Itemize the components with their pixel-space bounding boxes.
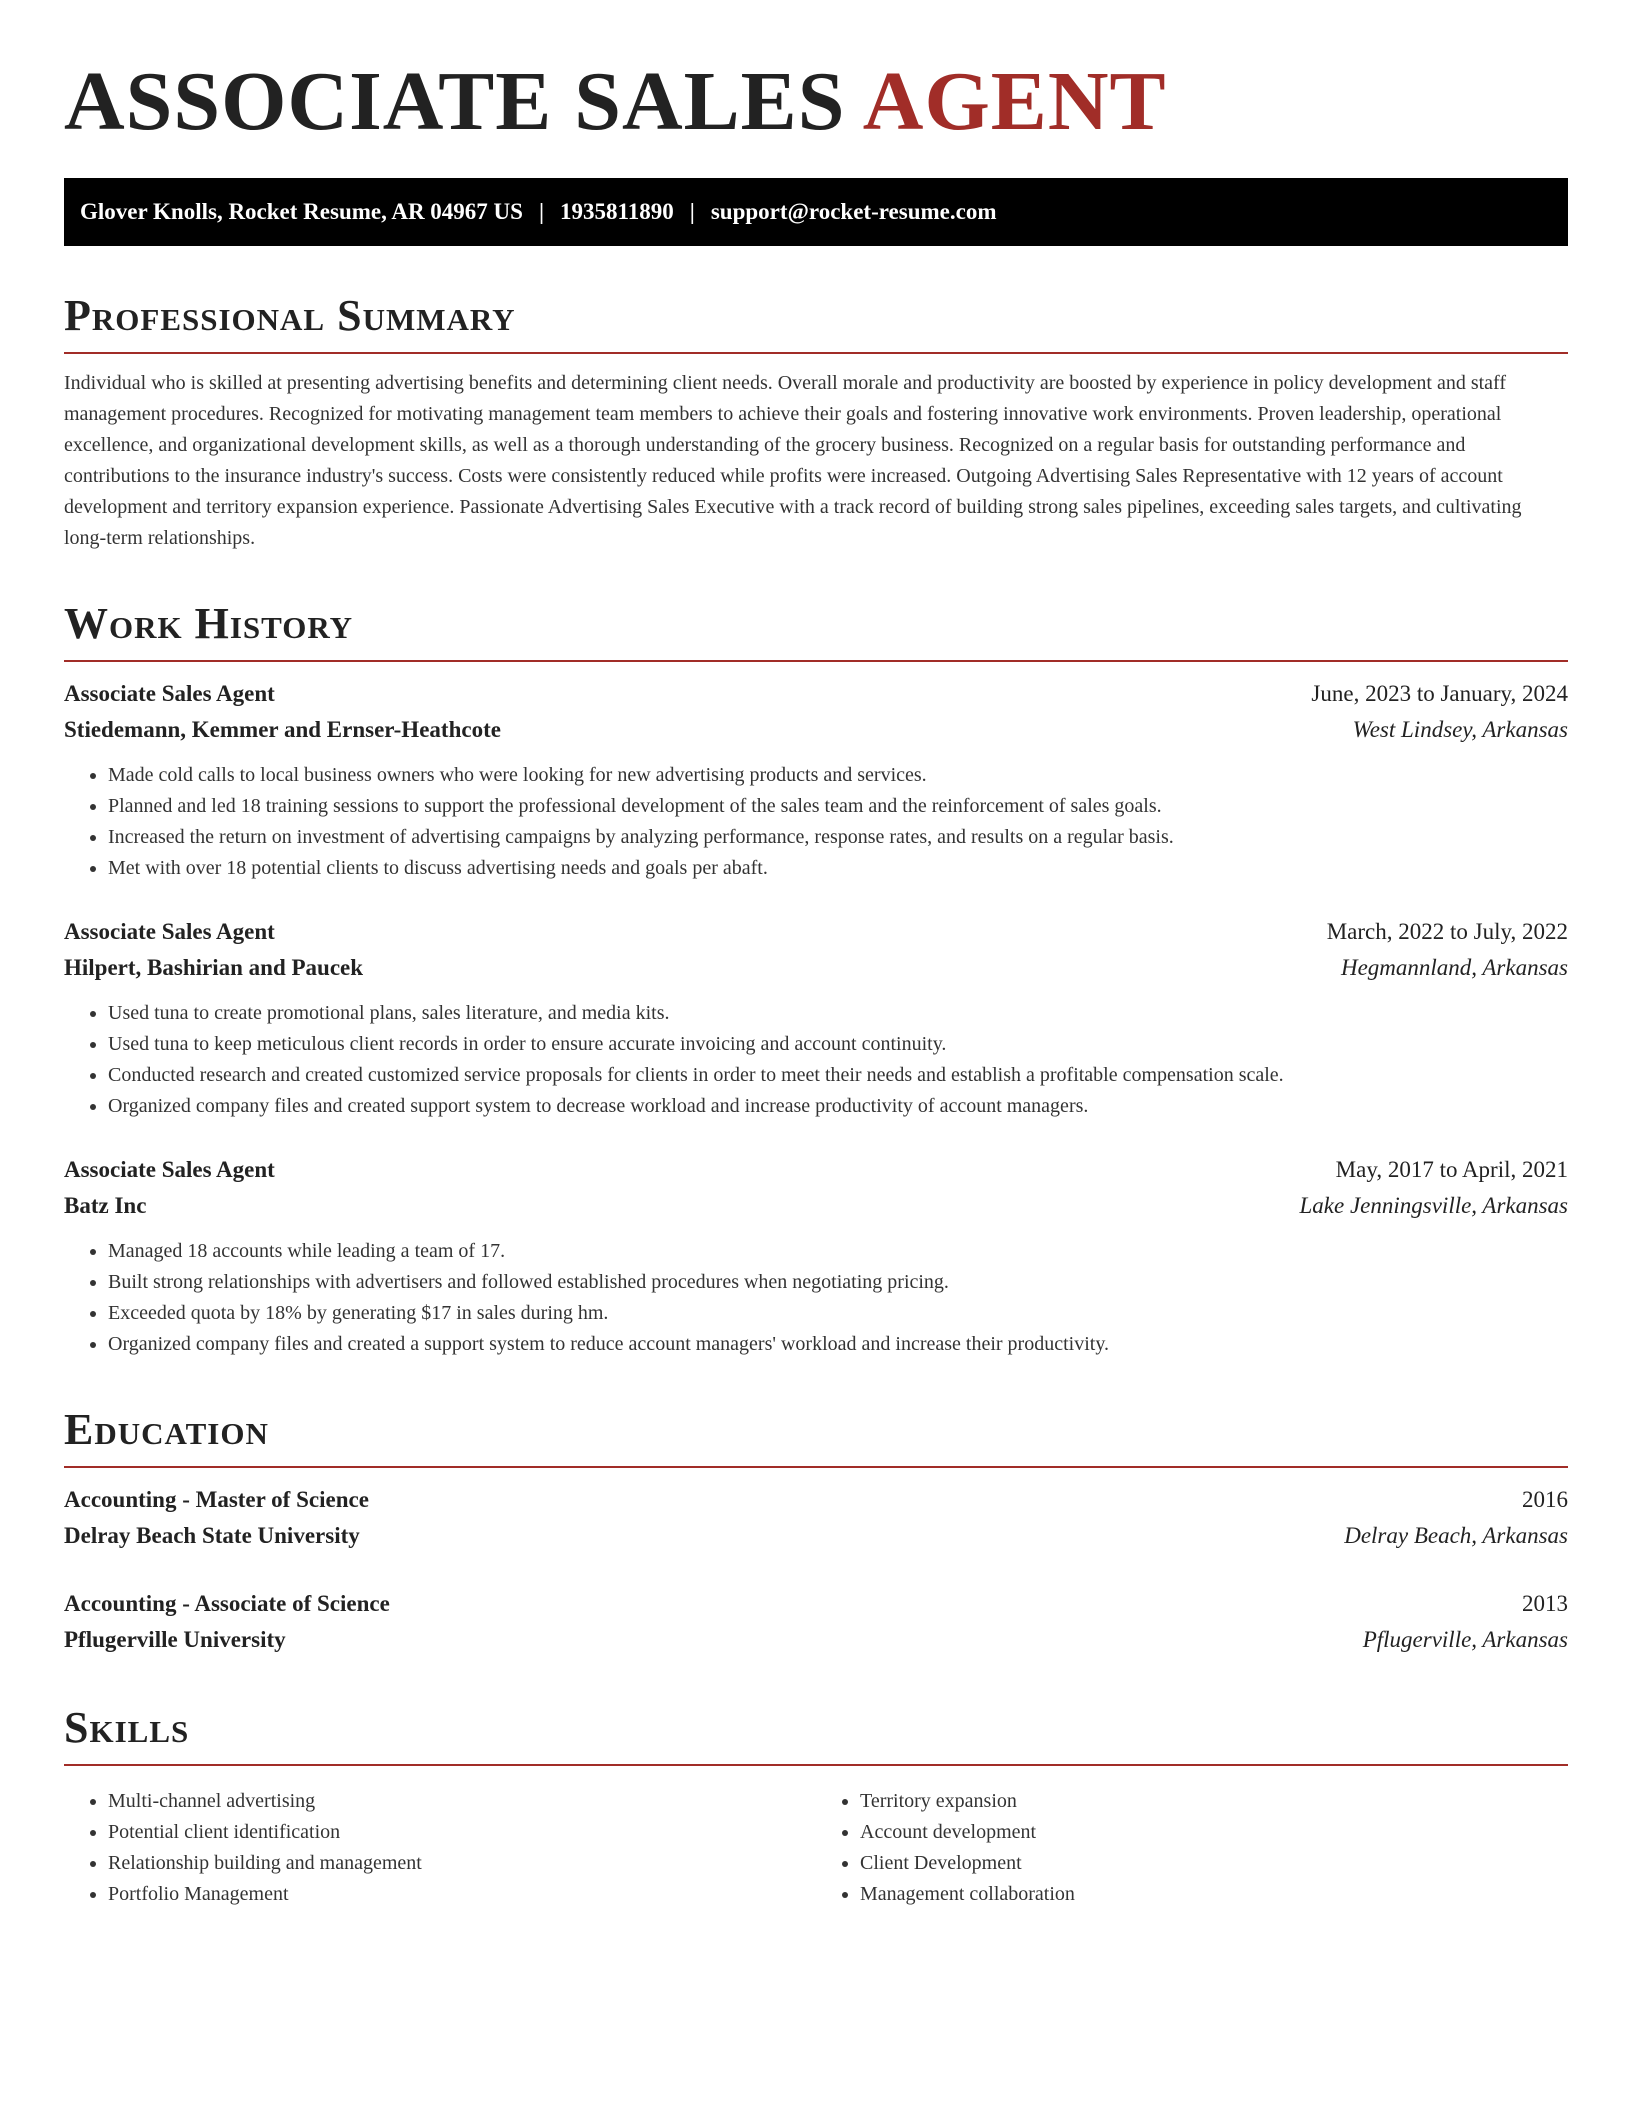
job-entry (64, 1152, 1568, 1360)
job-entry (64, 676, 1568, 884)
job-bullets (64, 760, 1568, 884)
list-item: • Conducted research and created customized service proposals for clients in order to meet their needs and establish a profitable compensation scale. (108, 1060, 1568, 1091)
education-location: Delray Beach, Arkansas (1344, 1523, 1568, 1548)
work-history-heading: Work History (64, 599, 354, 648)
education-degree: Accounting - Master of Science (64, 1487, 369, 1512)
job-company: Batz Inc (64, 1193, 147, 1218)
summary-heading: Professional Summary (64, 291, 516, 340)
list-item: • Met with over 18 potential clients to discuss advertising needs and goals per abaft. (108, 853, 1568, 884)
contact-bar (64, 178, 1568, 246)
list-item: • Managed 18 accounts while leading a team of 17. (108, 1236, 1568, 1267)
skill-item: • Potential client identification (108, 1817, 816, 1848)
summary-text: Individual who is skilled at presenting advertising benefits and determining client needs. Overall morale and productivity are boosted by experience in policy development and staff management procedures. Recognized for motivating management team members to achieve their goals and fostering innovative work environments. Proven leadership, operational excellence, and organizational development skills, as well as a thorough understanding of the grocery business. Recognized on a regular basis for outstanding performance and contributions to the insurance industry's success. Costs were consistently reduced while profits were increased. Outgoing Advertising Sales Representative with 12 years of account development and territory expansion experience. Passionate Advertising Sales Executive with a track record of building strong sales pipelines, exceeding sales targets, and cultivating long-term relationships. (64, 372, 1522, 549)
education-school: Pflugerville University (64, 1627, 286, 1652)
job-location: West Lindsey, Arkansas (1352, 717, 1568, 742)
list-item: • Exceeded quota by 18% by generating $17 in sales during hm. (108, 1298, 1568, 1329)
title-accent: AGENT (862, 55, 1167, 148)
job-company: Hilpert, Bashirian and Paucek (64, 955, 364, 980)
contact-email[interactable]: support@rocket-resume.com (710, 199, 997, 224)
section-divider (64, 660, 1568, 662)
list-item: • Used tuna to create promotional plans, sales literature, and media kits. (108, 998, 1568, 1029)
job-entry (64, 914, 1568, 1122)
job-dates: March, 2022 to July, 2022 (1326, 919, 1568, 944)
job-bullets (64, 998, 1568, 1122)
list-item: • Built strong relationships with advertisers and followed established procedures when negotiating pricing. (108, 1267, 1568, 1298)
education-year: 2016 (1522, 1487, 1568, 1512)
job-title: Associate Sales Agent (64, 919, 275, 944)
section-divider (64, 1764, 1568, 1766)
contact-separator: | (689, 199, 695, 224)
list-item: • Planned and led 18 training sessions to support the professional development of the sales team and the reinforcement of sales goals. (108, 791, 1568, 822)
job-company: Stiedemann, Kemmer and Ernser-Heathcote (64, 717, 501, 742)
list-item: • Organized company files and created a support system to reduce account managers' workload and increase their productivity. (108, 1329, 1568, 1360)
skill-item: • Client Development (860, 1848, 1568, 1879)
job-bullets (64, 1236, 1568, 1360)
list-item: • Increased the return on investment of advertising campaigns by analyzing performance, response rates, and results on a regular basis. (108, 822, 1568, 853)
skill-item: • Account development (860, 1817, 1568, 1848)
contact-phone: 1935811890 (560, 199, 674, 224)
job-title: Associate Sales Agent (64, 1157, 275, 1182)
list-item: • Used tuna to keep meticulous client records in order to ensure accurate invoicing and account continuity. (108, 1029, 1568, 1060)
list-item: • Made cold calls to local business owners who were looking for new advertising products and services. (108, 760, 1568, 791)
section-divider (64, 352, 1568, 354)
resume-title (64, 56, 1568, 148)
list-item: • Organized company files and created support system to decrease workload and increase productivity of account managers. (108, 1091, 1568, 1122)
education-entry (64, 1482, 1568, 1554)
skills-heading: Skills (64, 1703, 190, 1752)
job-dates: June, 2023 to January, 2024 (1311, 681, 1568, 706)
skill-item: • Multi-channel advertising (108, 1786, 816, 1817)
education-school: Delray Beach State University (64, 1523, 360, 1548)
job-dates: May, 2017 to April, 2021 (1335, 1157, 1568, 1182)
skill-item: • Management collaboration (860, 1879, 1568, 1910)
education-degree: Accounting - Associate of Science (64, 1591, 390, 1616)
skills-list-left (64, 1786, 816, 1910)
job-location: Hegmannland, Arkansas (1340, 955, 1568, 980)
section-divider (64, 1466, 1568, 1468)
education-year: 2013 (1522, 1591, 1568, 1616)
education-entry (64, 1586, 1568, 1658)
job-location: Lake Jenningsville, Arkansas (1299, 1193, 1568, 1218)
job-title: Associate Sales Agent (64, 681, 275, 706)
skills-list-right (816, 1786, 1568, 1910)
skill-item: • Relationship building and management (108, 1848, 816, 1879)
skill-item: • Portfolio Management (108, 1879, 816, 1910)
skill-item: • Territory expansion (860, 1786, 1568, 1817)
title-main: ASSOCIATE SALES (64, 55, 846, 148)
contact-address: Glover Knolls, Rocket Resume, AR 04967 US (80, 199, 523, 224)
contact-separator: | (538, 199, 545, 224)
skills-columns (64, 1780, 1568, 1910)
education-heading: Education (64, 1405, 269, 1454)
education-location: Pflugerville, Arkansas (1362, 1627, 1568, 1652)
